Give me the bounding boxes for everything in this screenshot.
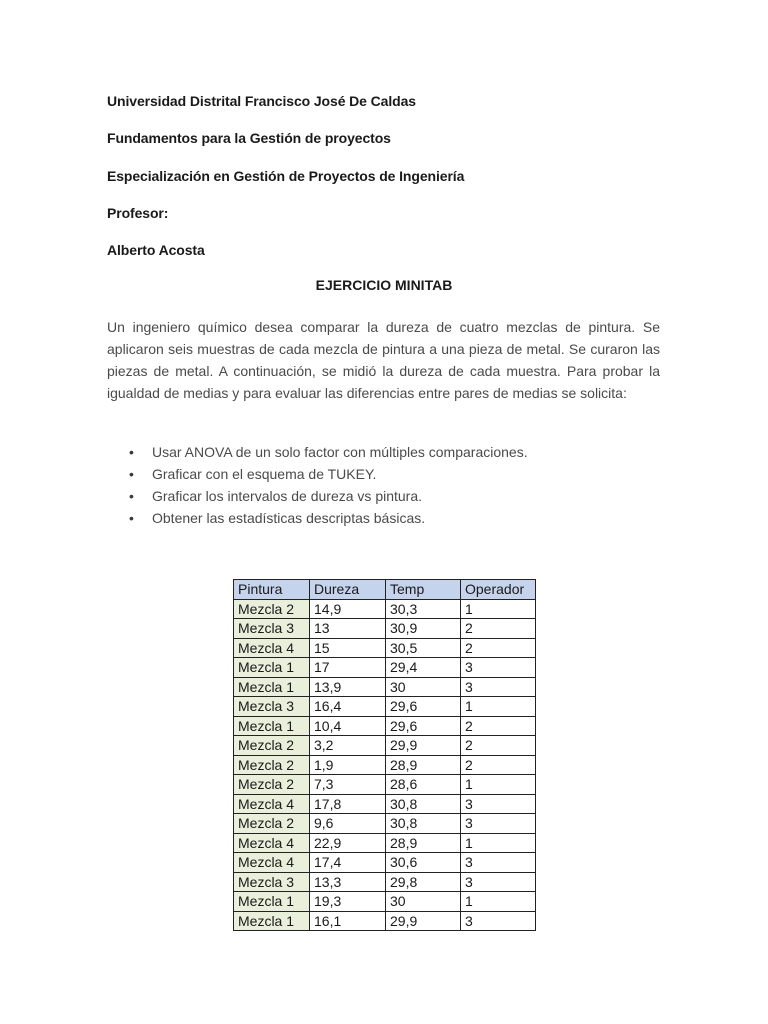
table-row [234,833,536,853]
cell-operador: 2 [461,619,536,639]
cell-operador: 1 [461,833,536,853]
cell-temp: 28,9 [386,755,461,775]
cell-temp: 30,5 [386,638,461,658]
cell-operador: 1 [461,697,536,717]
cell-dureza: 10,4 [310,716,386,736]
cell-temp: 30 [386,892,461,912]
column-header-dureza: Dureza [310,580,386,600]
table-row [234,716,536,736]
cell-dureza: 17,4 [310,853,386,873]
cell-temp: 30,9 [386,619,461,639]
cell-operador: 2 [461,755,536,775]
cell-dureza: 14,9 [310,599,386,619]
table-row [234,599,536,619]
cell-dureza: 17,8 [310,794,386,814]
cell-pintura: Mezcla 3 [234,872,310,892]
cell-dureza: 1,9 [310,755,386,775]
cell-pintura: Mezcla 1 [234,658,310,678]
cell-temp: 30,8 [386,814,461,834]
cell-pintura: Mezcla 4 [234,833,310,853]
cell-operador: 3 [461,872,536,892]
cell-operador: 3 [461,853,536,873]
table-row [234,619,536,639]
table-row [234,638,536,658]
bullet-icon: • [129,488,134,504]
task-item [107,507,667,529]
cell-dureza: 13,3 [310,872,386,892]
task-item [107,463,667,485]
table-row [234,814,536,834]
cell-pintura: Mezcla 2 [234,775,310,795]
task-text: Usar ANOVA de un solo factor con múltiples comparaciones. [152,444,528,460]
cell-dureza: 13 [310,619,386,639]
table-row [234,872,536,892]
cell-temp: 30,6 [386,853,461,873]
exercise-title: EJERCICIO MINITAB [315,277,453,293]
cell-dureza: 19,3 [310,892,386,912]
task-list [107,441,667,529]
cell-pintura: Mezcla 3 [234,619,310,639]
cell-pintura: Mezcla 1 [234,677,310,697]
cell-pintura: Mezcla 4 [234,853,310,873]
table-header-row [234,580,536,600]
table-row [234,775,536,795]
cell-temp: 30,3 [386,599,461,619]
table-row [234,677,536,697]
cell-pintura: Mezcla 1 [234,892,310,912]
bullet-icon: • [129,444,134,460]
course-name: Fundamentos para la Gestión de proyectos [107,130,391,146]
university-name: Universidad Distrital Francisco José De Caldas [107,93,416,109]
cell-operador: 3 [461,677,536,697]
cell-pintura: Mezcla 2 [234,755,310,775]
table-row [234,697,536,717]
cell-temp: 29,9 [386,736,461,756]
cell-operador: 3 [461,814,536,834]
cell-dureza: 22,9 [310,833,386,853]
program-name: Especialización en Gestión de Proyectos de Ingeniería [107,168,465,184]
cell-temp: 30,8 [386,794,461,814]
table-row [234,853,536,873]
table-row [234,755,536,775]
cell-pintura: Mezcla 2 [234,736,310,756]
cell-operador: 2 [461,716,536,736]
cell-pintura: Mezcla 2 [234,814,310,834]
cell-operador: 1 [461,775,536,795]
cell-pintura: Mezcla 1 [234,716,310,736]
cell-temp: 28,9 [386,833,461,853]
task-item [107,441,667,463]
table-row [234,736,536,756]
exercise-paragraph: Un ingeniero químico desea comparar la dureza de cuatro mezclas de pintura. Se aplicaron seis muestras de cada mezcla de pintura a una pieza de metal. Se curaron las piezas de metal. A continuación, se midió la dureza de cada muestra. Para probar la igualdad de medias y para evaluar las diferencias entre pares de medias se solicita: [107,319,660,401]
cell-operador: 3 [461,658,536,678]
task-text: Graficar con el esquema de TUKEY. [152,466,377,482]
data-table [233,579,536,931]
cell-dureza: 15 [310,638,386,658]
cell-temp: 29,6 [386,697,461,717]
cell-operador: 2 [461,736,536,756]
table-row [234,658,536,678]
cell-dureza: 13,9 [310,677,386,697]
cell-dureza: 16,4 [310,697,386,717]
cell-operador: 3 [461,794,536,814]
cell-temp: 30 [386,677,461,697]
cell-temp: 29,4 [386,658,461,678]
cell-operador: 3 [461,911,536,931]
cell-dureza: 17 [310,658,386,678]
professor-name: Alberto Acosta [107,242,205,258]
column-header-temp: Temp [386,580,461,600]
cell-dureza: 3,2 [310,736,386,756]
table-row [234,794,536,814]
cell-temp: 29,6 [386,716,461,736]
bullet-icon: • [129,466,134,482]
cell-operador: 1 [461,599,536,619]
cell-pintura: Mezcla 4 [234,638,310,658]
task-text: Graficar los intervalos de dureza vs pintura. [152,488,423,504]
cell-pintura: Mezcla 4 [234,794,310,814]
cell-temp: 28,6 [386,775,461,795]
bullet-icon: • [129,510,134,526]
table-row [234,911,536,931]
cell-operador: 2 [461,638,536,658]
column-header-pintura: Pintura [234,580,310,600]
cell-temp: 29,9 [386,911,461,931]
column-header-operador: Operador [461,580,536,600]
table-row [234,892,536,912]
task-item [107,485,667,507]
cell-operador: 1 [461,892,536,912]
cell-pintura: Mezcla 2 [234,599,310,619]
cell-dureza: 9,6 [310,814,386,834]
cell-temp: 29,8 [386,872,461,892]
task-text: Obtener las estadísticas descriptas básicas. [152,510,426,526]
cell-dureza: 7,3 [310,775,386,795]
professor-label: Profesor: [107,205,169,221]
cell-pintura: Mezcla 3 [234,697,310,717]
cell-dureza: 16,1 [310,911,386,931]
cell-pintura: Mezcla 1 [234,911,310,931]
